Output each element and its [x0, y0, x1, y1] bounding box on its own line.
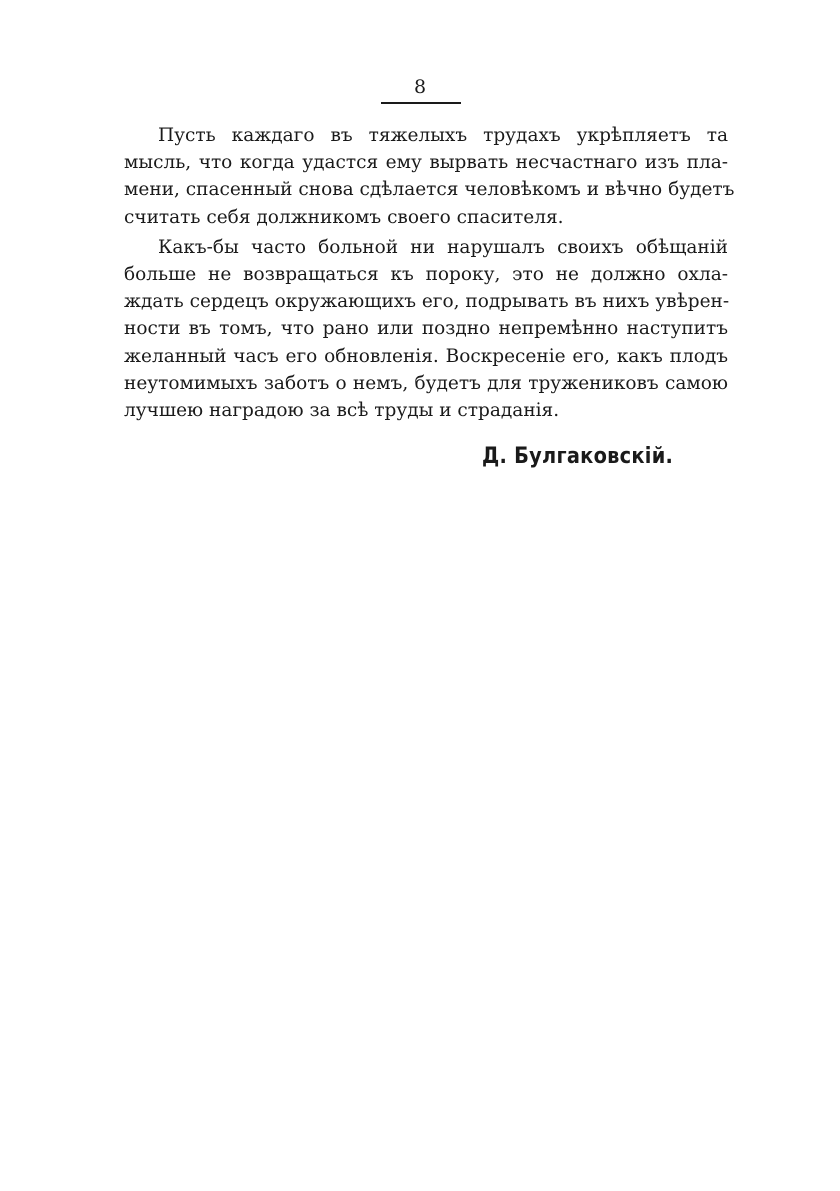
text-line: мени, спасенный снова сдѣлается человѣкомъ и вѣчно будетъ — [124, 179, 735, 201]
paragraph-1 — [124, 122, 735, 231]
text-line: считать себя должникомъ своего спасителя. — [124, 206, 564, 228]
text-line: желанный часъ его обновленія. Воскресеніе его, какъ плодъ — [124, 345, 728, 367]
text-line: лучшею наградою за всѣ труды и страданія. — [124, 400, 560, 422]
author-signature: Д. Булгаковскій. — [482, 444, 674, 469]
body-text — [124, 122, 735, 427]
text-line: больше не возвращаться къ пороку, это не должно охла- — [124, 264, 728, 286]
text-line: мысль, что когда удастся ему вырвать несчастнаго изъ пла- — [124, 152, 728, 174]
text-line: Пусть каждаго въ тяжелыхъ трудахъ укрѣпляетъ та — [158, 125, 728, 146]
text-line: ждать сердецъ окружающихъ его, подрывать въ нихъ увѣрен- — [124, 291, 730, 313]
text-line: ности въ томъ, что рано или поздно непремѣнно наступитъ — [124, 318, 728, 340]
page-number: 8 — [413, 76, 427, 98]
paragraph-2 — [124, 234, 728, 424]
text-line: неутомимыхъ заботъ о немъ, будетъ для тружениковъ самою — [124, 372, 728, 394]
page-number-rule — [381, 102, 461, 104]
text-line: Какъ-бы часто больной ни нарушалъ своихъ обѣщаній — [158, 236, 728, 258]
